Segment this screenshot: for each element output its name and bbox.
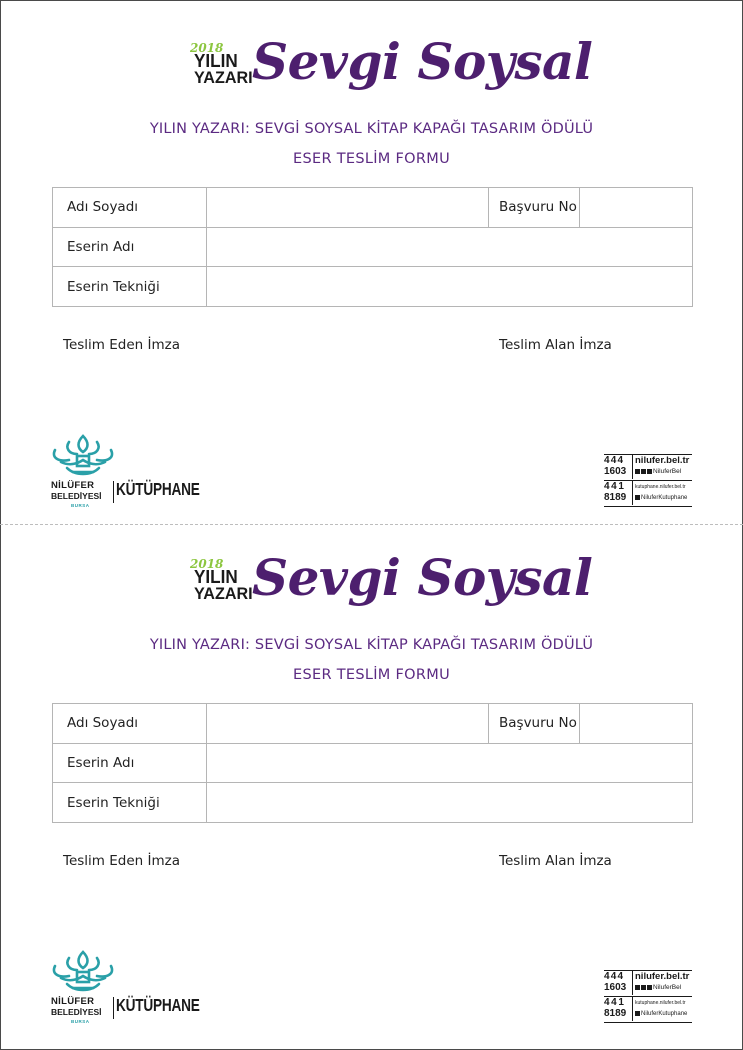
table-row	[53, 783, 693, 823]
social-handle-text: NiluferBel	[653, 984, 682, 991]
yilin-label: YILIN	[194, 567, 238, 587]
contact-block	[604, 970, 694, 1024]
social-handle-text: NiluferBel	[653, 468, 682, 475]
facebook-icon	[635, 985, 640, 990]
municipality-name: NİLÜFER	[51, 996, 95, 1007]
work-name-label: Eserin Adı	[53, 227, 207, 267]
facebook-page-text: NiluferKutuphane	[641, 495, 688, 501]
work-technique-label: Eserin Tekniği	[53, 267, 207, 307]
lotus-emblem-icon	[47, 432, 119, 480]
divider	[604, 1022, 692, 1023]
yilin-yazari-logo	[190, 41, 253, 94]
phone2-part1: 441	[604, 481, 626, 492]
phone2-part2: 8189	[604, 1008, 627, 1019]
header-logo	[0, 550, 743, 622]
author-name: Sevgi Soysal	[252, 32, 593, 91]
submission-form-table	[52, 703, 693, 823]
library-website-link[interactable]: kutuphane.nilufer.bel.tr	[635, 1000, 686, 1006]
website-link[interactable]: nilufer.bel.tr	[635, 971, 690, 982]
municipality-name: NİLÜFER	[51, 480, 95, 491]
application-no-field[interactable]	[580, 704, 693, 744]
phone1-part2: 1603	[604, 466, 627, 477]
work-name-label: Eserin Adı	[53, 743, 207, 783]
city-label: BURSA	[71, 503, 90, 508]
municipality-logo	[45, 948, 200, 1026]
website-link[interactable]: nilufer.bel.tr	[635, 455, 690, 466]
receiver-signature-label: Teslim Alan İmza	[499, 337, 612, 353]
library-label: KÜTÜPHANE	[116, 995, 200, 1015]
facebook-page-text: NiluferKutuphane	[641, 1011, 688, 1017]
contact-block	[604, 454, 694, 508]
facebook-icon	[635, 469, 640, 474]
work-technique-field[interactable]	[207, 783, 693, 823]
table-row	[53, 227, 693, 267]
yazari-label: YAZARI	[194, 68, 253, 87]
city-label: BURSA	[71, 1019, 90, 1024]
library-label: KÜTÜPHANE	[116, 479, 200, 499]
table-row	[53, 743, 693, 783]
name-field[interactable]	[207, 188, 489, 228]
table-row	[53, 704, 693, 744]
facebook-page	[635, 1010, 687, 1018]
divider	[604, 506, 692, 507]
award-title: YILIN YAZARI: SEVGİ SOYSAL KİTAP KAPAĞI TASARIM ÖDÜLÜ	[149, 637, 594, 653]
year-label: 2018	[190, 557, 224, 571]
name-label: Adı Soyadı	[53, 188, 207, 228]
phone2-part1: 441	[604, 997, 626, 1008]
year-label: 2018	[190, 41, 224, 55]
award-title: YILIN YAZARI: SEVGİ SOYSAL KİTAP KAPAĞI TASARIM ÖDÜLÜ	[149, 121, 594, 137]
municipality-logo	[45, 432, 200, 510]
logo-divider	[113, 997, 114, 1019]
work-technique-field[interactable]	[207, 267, 693, 307]
receiver-signature-label: Teslim Alan İmza	[499, 853, 612, 869]
phone1-part2: 1603	[604, 982, 627, 993]
application-no-field[interactable]	[580, 188, 693, 228]
work-name-field[interactable]	[207, 227, 693, 267]
divider	[632, 481, 633, 505]
work-technique-label: Eserin Tekniği	[53, 783, 207, 823]
name-label: Adı Soyadı	[53, 704, 207, 744]
yilin-label: YILIN	[194, 51, 238, 71]
twitter-icon	[641, 469, 646, 474]
lotus-emblem-icon	[47, 948, 119, 996]
divider	[632, 997, 633, 1021]
divider	[632, 971, 633, 995]
facebook-icon	[635, 1011, 640, 1016]
logo-divider	[113, 481, 114, 503]
table-row	[53, 267, 693, 307]
header-logo	[0, 34, 743, 106]
divider	[632, 455, 633, 479]
facebook-icon	[635, 495, 640, 500]
form-copy-bottom	[0, 516, 743, 1032]
yazari-label: YAZARI	[194, 584, 253, 603]
form-title: ESER TESLİM FORMU	[293, 667, 450, 683]
work-name-field[interactable]	[207, 743, 693, 783]
phone1-part1: 444	[604, 971, 625, 982]
submission-form-table	[52, 187, 693, 307]
municipality-name-2: BELEDİYESİ	[51, 1007, 102, 1017]
municipality-name-2: BELEDİYESİ	[51, 491, 102, 501]
application-no-label: Başvuru No	[489, 704, 580, 744]
table-row	[53, 188, 693, 228]
social-handle	[635, 467, 681, 476]
application-no-label: Başvuru No	[489, 188, 580, 228]
author-name: Sevgi Soysal	[252, 548, 593, 607]
twitter-icon	[641, 985, 646, 990]
yilin-yazari-logo	[190, 557, 253, 610]
instagram-icon	[647, 469, 652, 474]
library-website-link[interactable]: kutuphane.nilufer.bel.tr	[635, 484, 686, 490]
phone1-part1: 444	[604, 455, 625, 466]
facebook-page	[635, 494, 687, 502]
phone2-part2: 8189	[604, 492, 627, 503]
instagram-icon	[647, 985, 652, 990]
submitter-signature-label: Teslim Eden İmza	[63, 337, 180, 353]
form-title: ESER TESLİM FORMU	[293, 151, 450, 167]
social-handle	[635, 983, 681, 992]
form-copy-top	[0, 0, 743, 516]
name-field[interactable]	[207, 704, 489, 744]
submitter-signature-label: Teslim Eden İmza	[63, 853, 180, 869]
